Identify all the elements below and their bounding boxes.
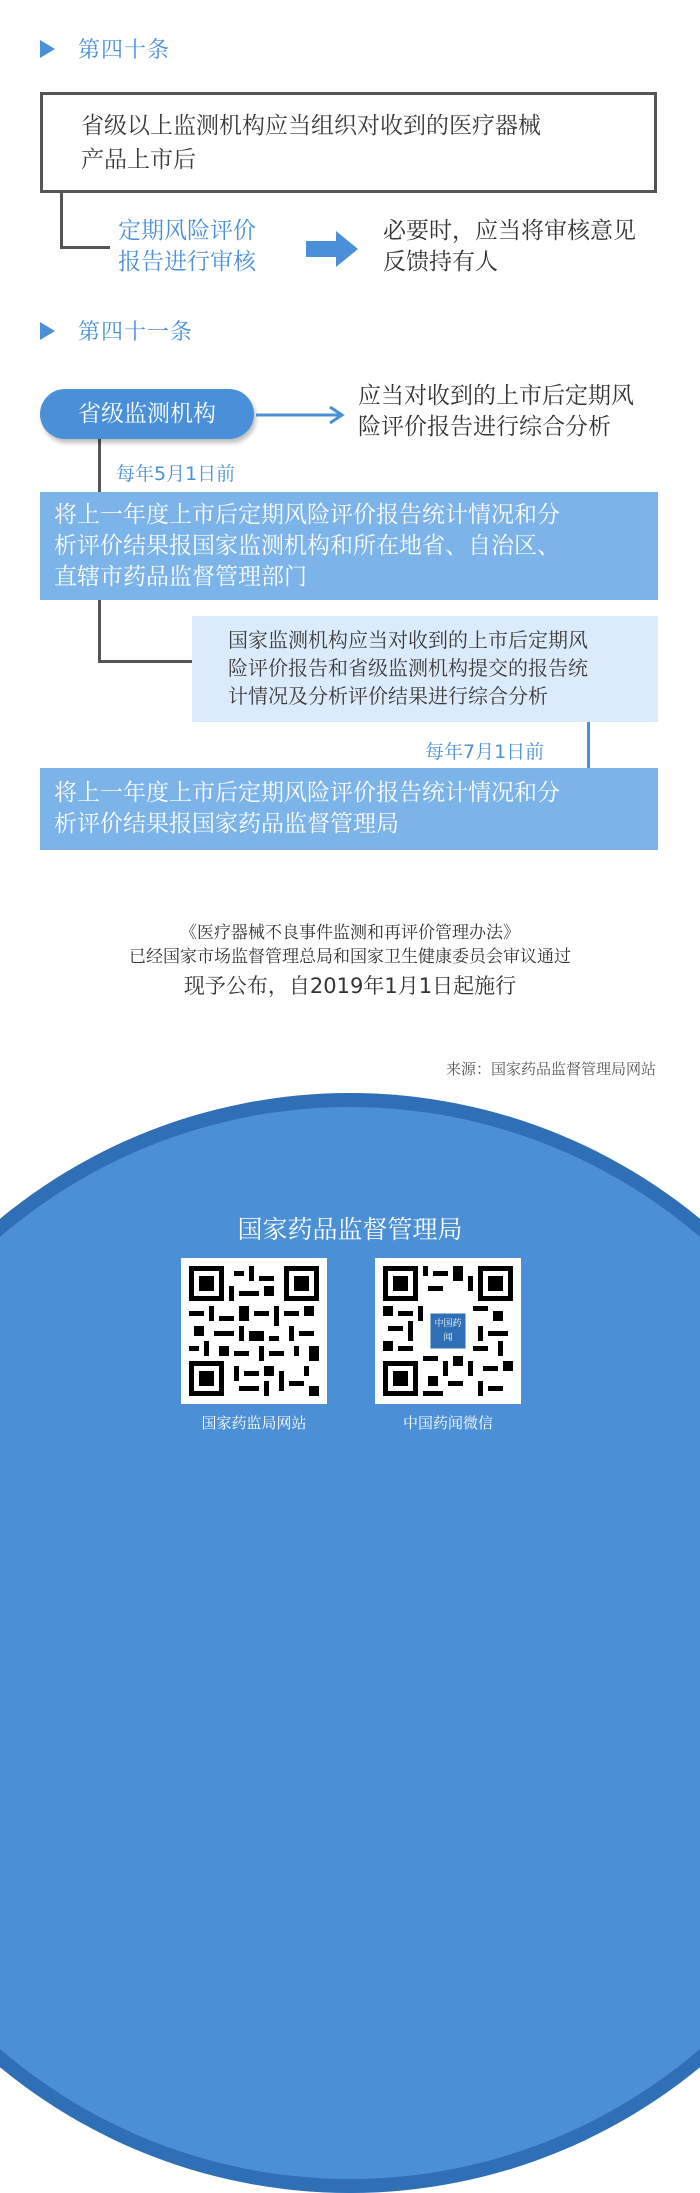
connector-line (60, 246, 110, 249)
agency-name: 国家药品监督管理局 (237, 1215, 463, 1244)
effective-date: 现予公布，自2019年1月1日起施行 (183, 974, 517, 998)
connector-line (98, 430, 101, 492)
step3-line1: 将上一年度上市后定期风险评价报告统计情况和分 (54, 780, 560, 806)
article40-box-line2: 产品上市后 (81, 147, 196, 173)
article41-title: 第四十一条 (78, 320, 194, 345)
connector-line (60, 193, 63, 249)
bottom-circle (0, 1107, 700, 2179)
step2-line2: 险评价报告和省级监测机构提交的报告统 (228, 656, 588, 680)
right-arrow-icon (256, 405, 348, 425)
connector-line (98, 600, 101, 663)
article40-result (383, 216, 636, 278)
qr-code-icon (189, 1266, 319, 1396)
wechat-logo: 中国药闻 (434, 1319, 462, 1343)
pill-note-line1: 应当对收到的上市后定期风 (358, 383, 634, 409)
article40-branch-line1: 定期风险评价 (118, 218, 256, 244)
section-marker-icon (40, 322, 55, 340)
provincial-agency-pill: 省级监测机构 (40, 389, 254, 439)
pill-note-line2: 险评价报告进行综合分析 (358, 414, 611, 440)
regulation-name: 《医疗器械不良事件监测和再评价管理办法》 (180, 923, 520, 943)
step2-line3: 计情况及分析评价结果进行综合分析 (228, 684, 548, 708)
qr-code-wechat[interactable] (375, 1258, 521, 1404)
connector-line (98, 660, 192, 663)
step2-bar (192, 616, 658, 722)
deadline-may: 每年5月1日前 (116, 463, 236, 485)
step1-line1: 将上一年度上市后定期风险评价报告统计情况和分 (54, 502, 560, 528)
article40-box (40, 92, 657, 193)
article40-branch-line2: 报告进行审核 (118, 249, 256, 275)
article40-box-line1: 省级以上监测机构应当组织对收到的医疗器械 (81, 113, 541, 139)
connector-line (587, 722, 590, 768)
article40-title: 第四十条 (78, 38, 171, 63)
step2-line1: 国家监测机构应当对收到的上市后定期风 (228, 628, 588, 652)
deadline-july: 每年7月1日前 (425, 741, 545, 763)
qr1-label: 国家药监局网站 (201, 1414, 307, 1432)
section-marker-icon (40, 40, 55, 58)
source-note: 来源：国家药品监督管理局网站 (445, 1060, 656, 1078)
right-arrow-icon (306, 231, 358, 267)
approval-note: 已经国家市场监督管理总局和国家卫生健康委员会审议通过 (129, 947, 571, 967)
step1-bar (40, 492, 658, 600)
step3-line2: 析评价结果报国家药品监督管理局 (54, 811, 399, 837)
step3-bar (40, 768, 658, 850)
step1-line3: 直辖市药品监督管理部门 (54, 564, 307, 590)
article40-result-line2: 反馈持有人 (383, 249, 498, 275)
step1-line2: 析评价结果报国家监测机构和所在地省、自治区、 (54, 533, 560, 559)
article40-result-line1: 必要时，应当将审核意见 (383, 218, 636, 244)
article40-branch (118, 216, 256, 278)
qr-code-website[interactable] (181, 1258, 327, 1404)
pill-note (358, 381, 634, 443)
qr2-label: 中国药闻微信 (402, 1414, 493, 1432)
